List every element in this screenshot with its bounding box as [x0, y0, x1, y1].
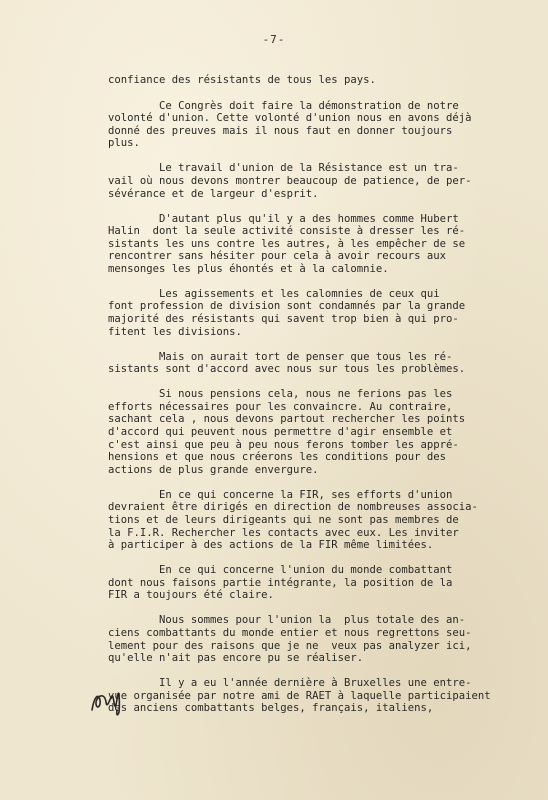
text-line: la F.I.R. Rechercher les contacts avec eux. Les inviter [108, 526, 459, 539]
paragraph [108, 351, 510, 376]
text-line: FIR a toujours été claire. [108, 589, 274, 602]
text-line: efforts nécessaires pour les convaincre. Au contraire, [108, 400, 453, 413]
text-line: plus. [108, 137, 140, 150]
text-line: tions et de leurs dirigeants qui ne sont pas membres de [108, 513, 459, 526]
paragraph [108, 564, 510, 602]
paragraph [108, 162, 510, 200]
signature-icon [86, 680, 126, 720]
text-line: Ce Congrès doit faire la démonstration de notre [108, 99, 459, 112]
paragraph [108, 489, 510, 552]
paragraph [108, 288, 510, 338]
text-line: sévérance et de largeur d'esprit. [108, 187, 319, 200]
text-line: fitent les divisions. [108, 325, 242, 338]
text-line: ciens combattants du monde entier et nous regrettons seu- [108, 626, 472, 639]
text-line: mensonges les plus éhontés et à la calomnie. [108, 262, 389, 275]
text-line: des anciens combattants belges, français, italiens, [108, 702, 434, 715]
text-line: vue organisée par notre ami de RAET à laquelle participaient [108, 689, 491, 702]
paragraph [108, 213, 510, 276]
document-body [108, 74, 510, 727]
text-line: Les agissements et les calomnies de ceux qui [108, 287, 440, 300]
paragraph [108, 74, 510, 87]
paragraph [108, 614, 510, 664]
text-line: En ce qui concerne la FIR, ses efforts d'union [108, 488, 453, 501]
text-line: hensions et que nous créerons les conditions pour des [108, 451, 447, 464]
text-line: devraient être dirigés en direction de nombreuses associa- [108, 501, 478, 514]
text-line: à participer à des actions de la FIR même limitées. [108, 539, 434, 552]
text-line: actions de plus grande envergure. [108, 463, 319, 476]
paragraph [108, 100, 510, 150]
text-line: c'est ainsi que peu à peu nous ferons tomber les appré- [108, 438, 459, 451]
text-line: vail où nous devons montrer beaucoup de patience, de per- [108, 174, 472, 187]
text-line: Nous sommes pour l'union la plus totale des an- [108, 614, 466, 627]
paragraph [108, 388, 510, 476]
text-line: Halin dont la seule activité consiste à dresser les ré- [108, 225, 466, 238]
text-line: En ce qui concerne l'union du monde combattant [108, 564, 453, 577]
text-line: Le travail d'union de la Résistance est un tra- [108, 162, 459, 175]
text-line: sachant cela , nous devons partout rechercher les points [108, 413, 466, 426]
text-line: donné des preuves mais il nous faut en donner toujours [108, 124, 453, 137]
text-line: Il y a eu l'année dernière à Bruxelles une entre- [108, 677, 472, 690]
text-line: sistants sont d'accord avec nous sur tous les problèmes. [108, 363, 466, 376]
text-line: D'autant plus qu'il y a des hommes comme Hubert [108, 212, 459, 225]
text-line: Si nous pensions cela, nous ne ferions pas les [108, 388, 453, 401]
text-line: volonté d'union. Cette volonté d'union nous en avons déjà [108, 112, 472, 125]
text-line: font profession de division sont condamnés par la grande [108, 300, 466, 313]
text-line: d'accord qui peuvent nous permettre d'agir ensemble et [108, 426, 453, 439]
text-line: majorité des résistants qui savent trop bien à qui pro- [108, 313, 459, 326]
text-line: sistants les uns contre les autres, à les empêcher de se [108, 237, 466, 250]
paragraph [108, 677, 510, 715]
text-line: qu'elle n'ait pas encore pu se réaliser. [108, 652, 364, 665]
page-number: -7- [262, 33, 286, 46]
text-line: lement pour des raisons que je ne veux pas analyzer ici, [108, 639, 472, 652]
text-line: confiance des résistants de tous les pays. [108, 74, 376, 86]
text-line: Mais on aurait tort de penser que tous les ré- [108, 350, 453, 363]
text-line: rencontrer sans hésiter pour cela à avoir recours aux [108, 250, 447, 263]
text-line: dont nous faisons partie intégrante, la position de la [108, 576, 453, 589]
